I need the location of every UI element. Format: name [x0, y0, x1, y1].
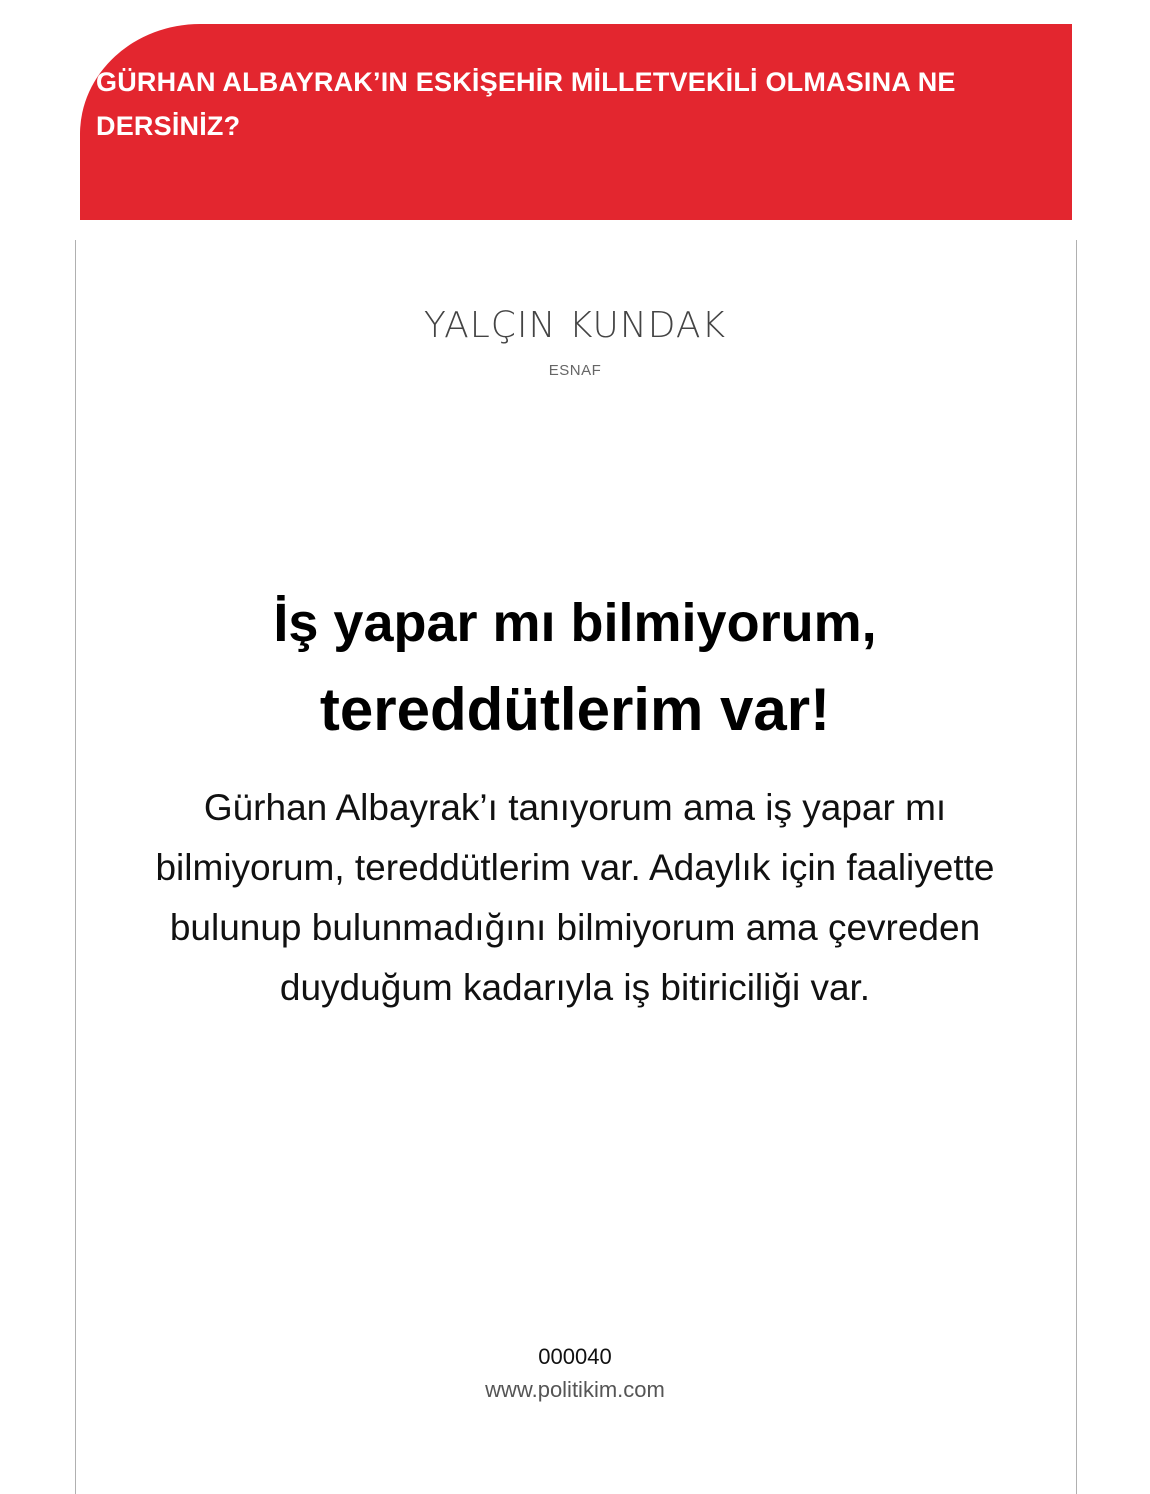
left-frame-line	[75, 240, 76, 1494]
website-url: www.politikim.com	[485, 1377, 665, 1402]
person-occupation: ESNAF	[548, 362, 602, 379]
document-number: 000040	[538, 1344, 612, 1369]
quote-body: Gürhan Albayrak’ı tanıyorum ama iş yapar mı bilmiyorum, tereddütlerim var. Adaylık için faaliyette bulunup bulunmadığını bilmiyorum ama çevreden duyduğum kadarıyla iş bitiriciliği var.	[155, 787, 995, 1008]
person-name: YALÇIN KUNDAK	[423, 305, 727, 346]
quote-headline-line-1: İş yapar mı bilmiyorum,	[273, 593, 877, 653]
page-title: GÜRHAN ALBAYRAK’IN ESKİŞEHİR MİLLETVEKİLİ OLMASINA NE DERSİNİZ?	[96, 67, 956, 141]
right-frame-line	[1076, 240, 1077, 1494]
quote-headline-line-2: tereddütlerim var!	[319, 676, 831, 743]
